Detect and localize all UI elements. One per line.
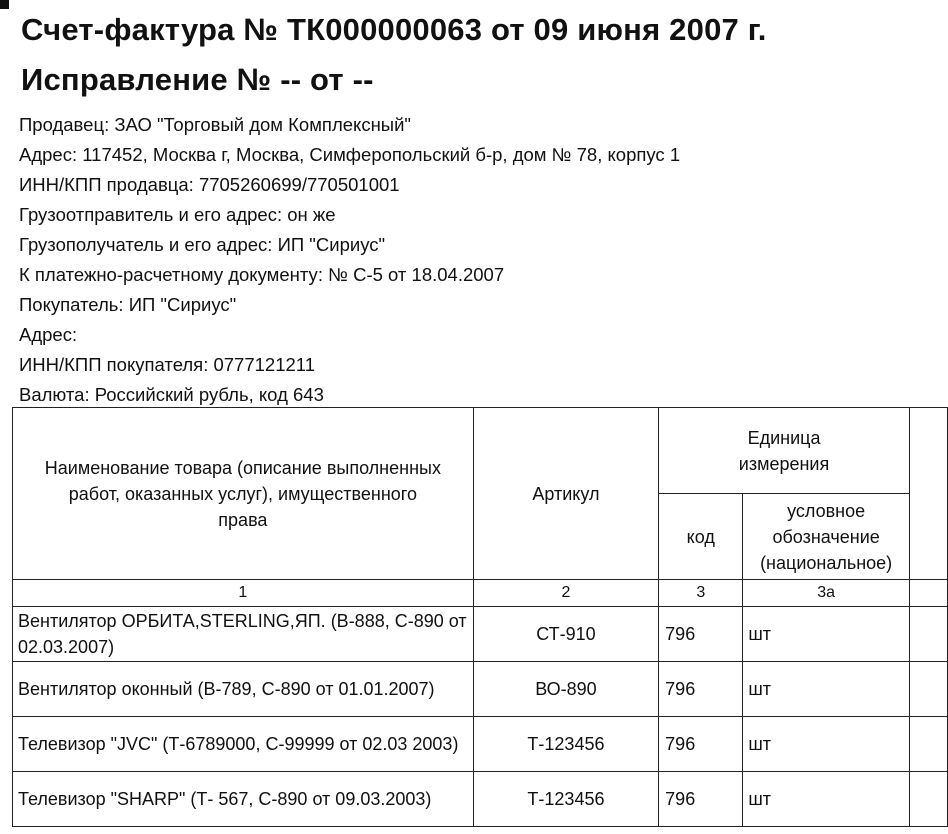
buyer-label: Покупатель : — [19, 294, 129, 315]
unit-of-measure-header: Единица измерения — [659, 408, 910, 494]
invoice-title: Счет-фактура № ТК000000063 от 09 июня 2007 г. — [21, 12, 767, 47]
unit-symbol-header: условное обозначение (национальное) — [743, 494, 910, 580]
currency-value: Российский рубль, код 643 — [94, 384, 324, 405]
seller-value: ЗАО "Торговый дом Комплексный" — [114, 114, 412, 135]
item-unit-symbol: шт — [743, 607, 910, 662]
item-unit-code: 796 — [659, 717, 743, 772]
corner-mark — [0, 0, 9, 9]
item-name: Вентилятор оконный (В-789, С-890 от 01.01.2007) — [13, 662, 474, 717]
item-article: ВО-890 — [473, 662, 658, 717]
table-row — [13, 772, 948, 827]
invoice-details — [19, 110, 680, 410]
payment-document-value: № С-5 от 18.04.2007 — [328, 264, 505, 285]
item-article: Т-123456 — [473, 772, 658, 827]
item-next-cell — [909, 662, 947, 717]
buyer-value: ИП "Сириус" — [128, 294, 237, 315]
item-unit-symbol: шт — [743, 717, 910, 772]
item-next-cell — [909, 772, 947, 827]
payment-document-label: К платежно-расчетному документу : — [19, 264, 328, 285]
table-row — [13, 607, 948, 662]
item-unit-symbol: шт — [743, 772, 910, 827]
item-next-cell — [909, 717, 947, 772]
payment-document-line — [19, 260, 680, 290]
item-article: СТ-910 — [473, 607, 658, 662]
correction-title: Исправление № -- от -- — [21, 62, 374, 97]
buyer-inn-line — [19, 350, 680, 380]
consignee-label: Грузополучатель и его адрес : — [19, 234, 278, 255]
item-next-cell — [909, 607, 947, 662]
buyer-inn-value: 0777121211 — [213, 354, 315, 375]
buyer-address-line — [19, 320, 680, 350]
currency-label: Валюта : — [19, 384, 95, 405]
table-row — [13, 717, 948, 772]
shipper-value: он же — [287, 204, 336, 225]
seller-inn-line — [19, 170, 680, 200]
column-number — [909, 580, 947, 607]
item-name: Вентилятор ОРБИТА,STERLING,ЯП. (В-888, С-890 от 02.03.2007) — [13, 607, 474, 662]
item-unit-symbol: шт — [743, 662, 910, 717]
article-header: Артикул — [473, 408, 658, 580]
item-name: Телевизор "JVC" (Т-6789000, С-99999 от 02.03 2003) — [13, 717, 474, 772]
column-number: 1 — [13, 580, 474, 607]
seller-inn-value: 7705260699/770501001 — [198, 174, 400, 195]
consignee-value: ИП "Сириус" — [277, 234, 386, 255]
item-name: Телевизор "SHARP" (Т- 567, С-890 от 09.03.2003) — [13, 772, 474, 827]
currency-line — [19, 380, 680, 410]
shipper-line — [19, 200, 680, 230]
header-row — [13, 408, 948, 494]
seller-address-line — [19, 140, 680, 170]
seller-inn-label: ИНН/КПП продавца : — [19, 174, 199, 195]
seller-address-label: Адрес : — [19, 144, 82, 165]
column-number: 2 — [473, 580, 658, 607]
unit-code-header: код — [659, 494, 743, 580]
seller-label: Продавец : — [19, 114, 114, 135]
column-number: 3а — [743, 580, 910, 607]
item-unit-code: 796 — [659, 772, 743, 827]
column-number: 3 — [659, 580, 743, 607]
product-name-header: Наименование товара (описание выполненных работ, оказанных услуг), имущественного права — [13, 408, 474, 580]
seller-address-value: 117452, Москва г, Москва, Симферопольский б-р, дом № 78, корпус 1 — [82, 144, 681, 165]
buyer-line — [19, 290, 680, 320]
item-unit-code: 796 — [659, 607, 743, 662]
goods-table — [12, 407, 948, 827]
shipper-label: Грузоотправитель и его адрес : — [19, 204, 287, 225]
item-unit-code: 796 — [659, 662, 743, 717]
column-number-row — [13, 580, 948, 607]
consignee-line — [19, 230, 680, 260]
buyer-inn-label: ИНН/КПП покупателя : — [19, 354, 213, 375]
table-row — [13, 662, 948, 717]
seller-line — [19, 110, 680, 140]
next-column-header — [909, 408, 947, 580]
item-article: Т-123456 — [473, 717, 658, 772]
buyer-address-label: Адрес : — [19, 324, 82, 345]
